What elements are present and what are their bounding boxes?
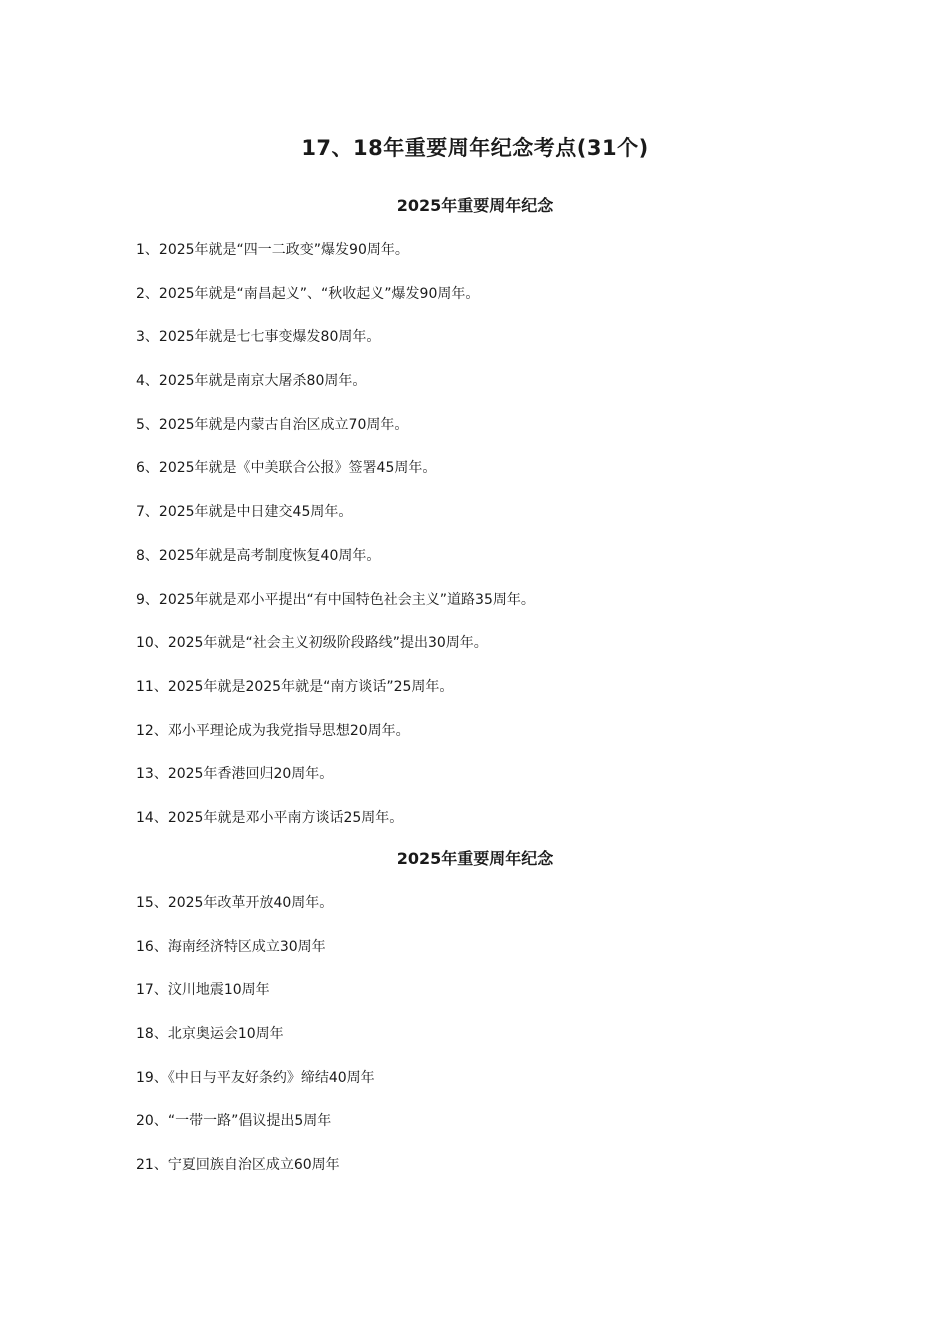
anniversary-list-first	[136, 240, 535, 852]
list-item: 19、《中日与平友好条约》缔结40周年	[136, 1069, 375, 1086]
list-item: 10、2025年就是“社会主义初级阶段路线”提出30周年。	[136, 635, 488, 652]
list-item: 9、2025年就是邓小平提出“有中国特色社会主义”道路35周年。	[136, 591, 535, 608]
list-item: 8、2025年就是高考制度恢复40周年。	[136, 547, 381, 564]
list-item: 11、2025年就是2025年就是“南方谈话”25周年。	[136, 678, 454, 695]
list-item: 21、宁夏回族自治区成立60周年	[136, 1157, 340, 1174]
list-item: 17、汶川地震10周年	[136, 982, 270, 999]
list-item: 1、2025年就是“四一二政变”爆发90周年。	[136, 242, 409, 258]
list-item: 14、2025年就是邓小平南方谈话25周年。	[136, 809, 404, 826]
list-item: 16、海南经济特区成立30周年	[136, 938, 326, 955]
list-item: 3、2025年就是七七事变爆发80周年。	[136, 329, 381, 346]
document-title: 17、18年重要周年纪念考点(31个)	[301, 136, 649, 160]
list-item: 12、邓小平理论成为我党指导思想20周年。	[136, 722, 410, 739]
list-item: 5、2025年就是内蒙古自治区成立70周年。	[136, 416, 409, 433]
list-item: 6、2025年就是《中美联合公报》签署45周年。	[136, 460, 437, 477]
list-item: 18、北京奥运会10周年	[136, 1026, 284, 1043]
list-item: 4、2025年就是南京大屠杀80周年。	[136, 373, 367, 390]
anniversary-list-second	[136, 893, 375, 1199]
section-heading-2025-second: 2025年重要周年纪念	[396, 849, 554, 868]
list-item: 20、“一带一路”倡议提出5周年	[136, 1113, 332, 1130]
section-heading-2025-first: 2025年重要周年纪念	[396, 196, 554, 215]
list-item: 7、2025年就是中日建交45周年。	[136, 504, 353, 521]
list-item: 2、2025年就是“南昌起义”、“秋收起义”爆发90周年。	[136, 285, 480, 302]
list-item: 13、2025年香港回归20周年。	[136, 766, 334, 783]
list-item: 15、2025年改革开放40周年。	[136, 895, 334, 911]
